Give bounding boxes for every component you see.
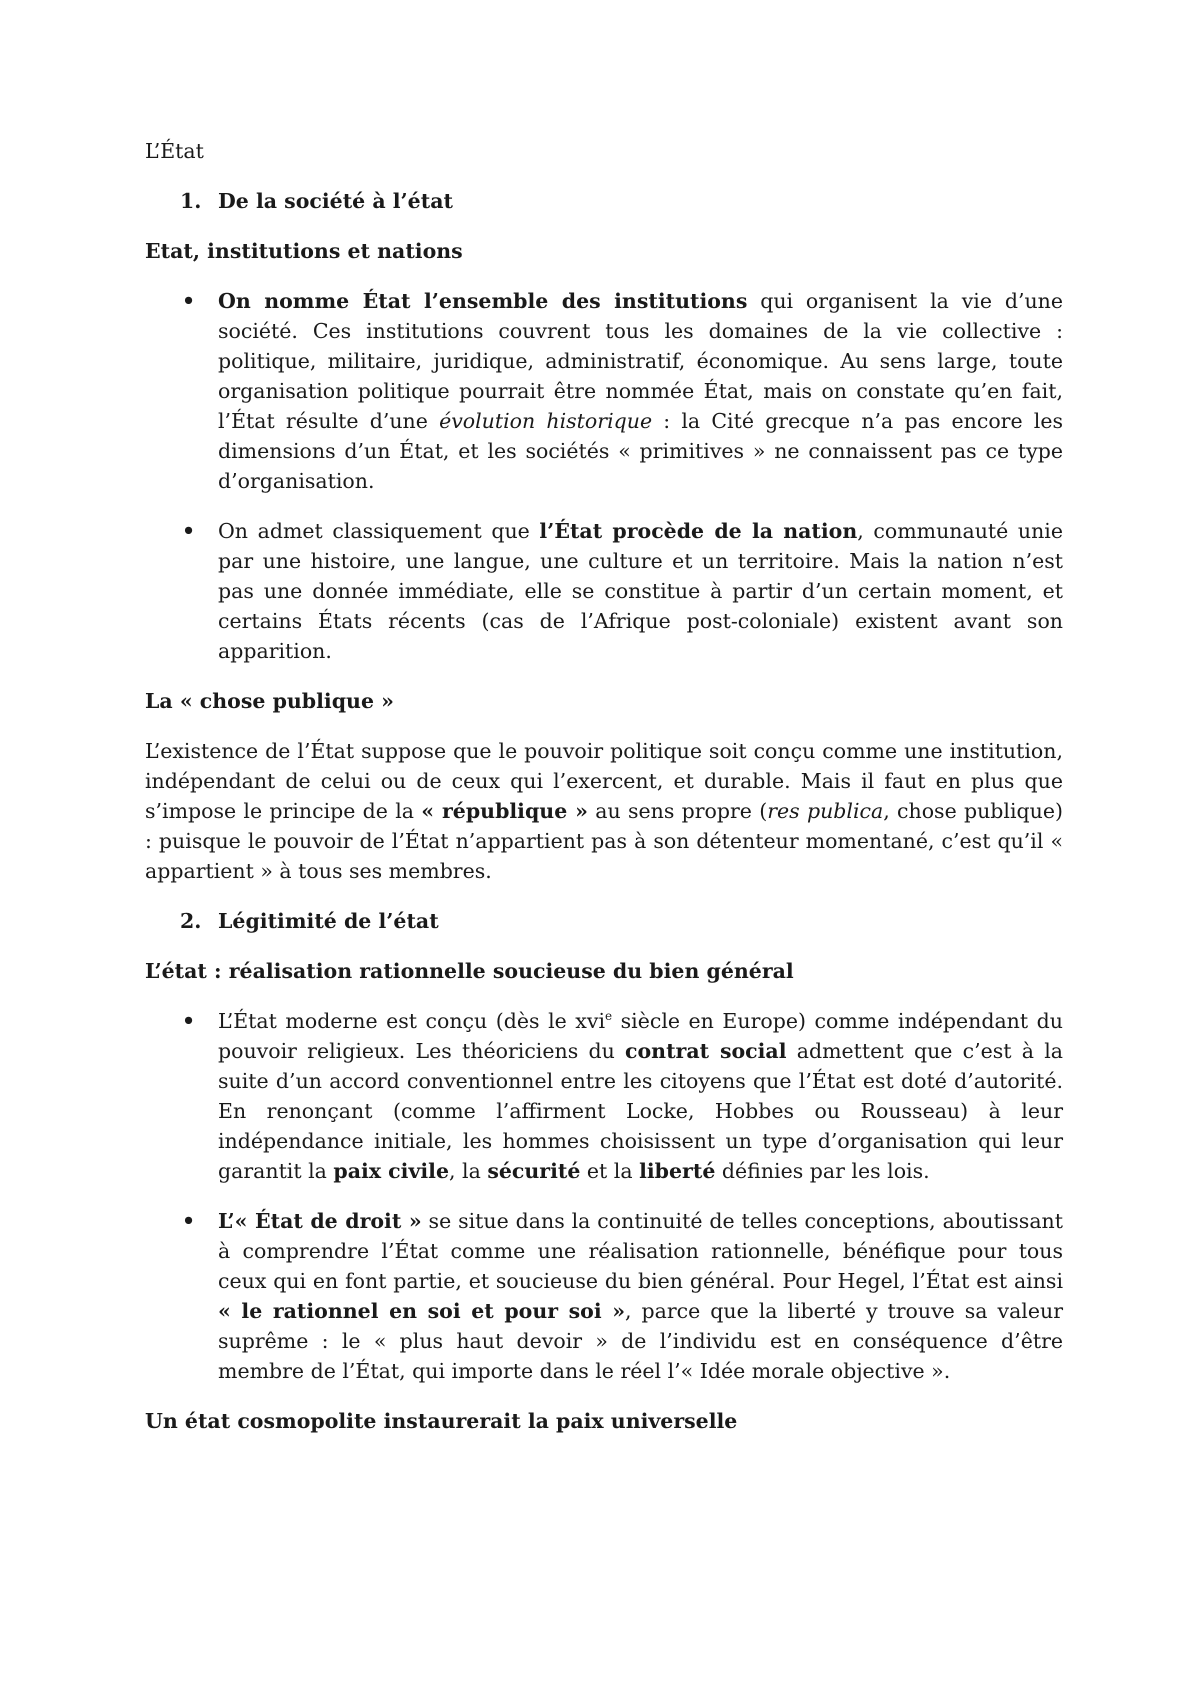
body-text: : la Cité grecque n’a pas encore les dimensions d’un État, et les sociétés « primitives » ne connaissent pas ce type d’organisation.	[218, 409, 1064, 493]
bold-text: l’État procède de la nation	[539, 519, 858, 543]
bold-text: L’« État de droit »	[218, 1209, 422, 1233]
bullet-icon: •	[182, 519, 196, 543]
document-title: L’État	[145, 139, 204, 163]
body-text: qui organisent la vie d’une société. Ces institutions couvrent tous les domaines de la vie collective : politique, militaire, juridique, administratif, économique. Au sens large, toute organisation politique pourrait être nommée État, mais on constate qu’en fait, l’État résulte d’une	[218, 289, 1064, 433]
italic-text: évolution historique	[439, 409, 653, 433]
body-text: , communauté unie par une histoire, une langue, une culture et un territoire. Mais la nation n’est pas une donnée immédiate, elle se constitue à partir d’un certain moment, et certains États récents (cas de l’Afrique post-coloniale) existent avant son apparition.	[218, 519, 1063, 663]
bold-text: liberté	[639, 1159, 716, 1183]
bullet-icon: •	[182, 1009, 196, 1033]
body-text: admettent que c’est à la suite d’un accord conventionnel entre les citoyens que l’État est doté d’autorité. En renonçant (comme l’affirment Locke, Hobbes ou Rousseau) à leur indépendance initiale, les hommes choisissent un type d’organisation qui leur garantit la	[218, 1039, 1063, 1183]
list-item	[145, 286, 1063, 496]
section-title: Légitimité de l’état	[218, 909, 439, 933]
document-page	[145, 136, 1063, 1456]
section-number: 1.	[180, 189, 202, 213]
section-heading-1	[145, 186, 1063, 216]
body-text: siècle en Europe) comme indépendant du pouvoir religieux. Les théoriciens du	[218, 1009, 1063, 1063]
italic-text: res publica	[767, 799, 884, 823]
body-text: au sens propre (	[587, 799, 768, 823]
subheading-etat-cosmopolite: Un état cosmopolite instaurerait la paix universelle	[145, 1409, 738, 1433]
bold-text: « le rationnel en soi et pour soi »	[218, 1299, 626, 1323]
body-text: L’existence de l’État suppose que le pouvoir politique soit conçu comme une institution, indépendant de celui ou de ceux qui l’exercent, et durable. Mais il faut en plus que s’impose le principe de la	[145, 739, 1063, 823]
bold-text: paix civile	[333, 1159, 449, 1183]
body-text: , parce que la liberté y trouve sa valeur suprême : le « plus haut devoir » de l’individu est en conséquence d’être membre de l’État, qui importe dans le réel l’« Idée morale objective ».	[218, 1299, 1063, 1383]
subheading-chose-publique: La « chose publique »	[145, 689, 394, 713]
bold-text: « république »	[421, 799, 588, 823]
paragraph-chose-publique	[145, 736, 1063, 886]
body-text: L’État moderne est conçu (dès le	[218, 1009, 576, 1033]
section-title: De la société à l’état	[218, 189, 453, 213]
body-text: , chose publique) : puisque le pouvoir de l’État n’appartient pas à son détenteur momentané, c’est qu’il « appartient » à tous ses membres.	[145, 799, 1063, 883]
section-heading-2	[145, 906, 1063, 936]
list-item	[145, 1206, 1063, 1386]
body-text: On admet classiquement que	[218, 519, 540, 543]
body-text: , la	[449, 1159, 488, 1183]
bold-text: contrat social	[625, 1039, 787, 1063]
body-text: et la	[580, 1159, 640, 1183]
section-number: 2.	[180, 909, 202, 933]
bullet-list-institutions	[145, 286, 1063, 666]
bold-text: On nomme État l’ensemble des institutions	[218, 289, 748, 313]
bullet-icon: •	[182, 1209, 196, 1233]
superscript-text: e	[605, 1009, 613, 1024]
century-text: xvi	[575, 1009, 605, 1033]
bullet-icon: •	[182, 289, 196, 313]
bullet-list-legitimite	[145, 1006, 1063, 1386]
subheading-institutions: Etat, institutions et nations	[145, 239, 463, 263]
list-item	[145, 516, 1063, 666]
list-item	[145, 1006, 1063, 1186]
subheading-realisation-rationnelle: L’état : réalisation rationnelle soucieuse du bien général	[145, 959, 794, 983]
body-text: se situe dans la continuité de telles conceptions, aboutissant à comprendre l’État comme une réalisation rationnelle, bénéfique pour tous ceux qui en font partie, et soucieuse du bien général. Pour Hegel, l’État est ainsi	[218, 1209, 1063, 1293]
bold-text: sécurité	[487, 1159, 581, 1183]
body-text: définies par les lois.	[715, 1159, 930, 1183]
